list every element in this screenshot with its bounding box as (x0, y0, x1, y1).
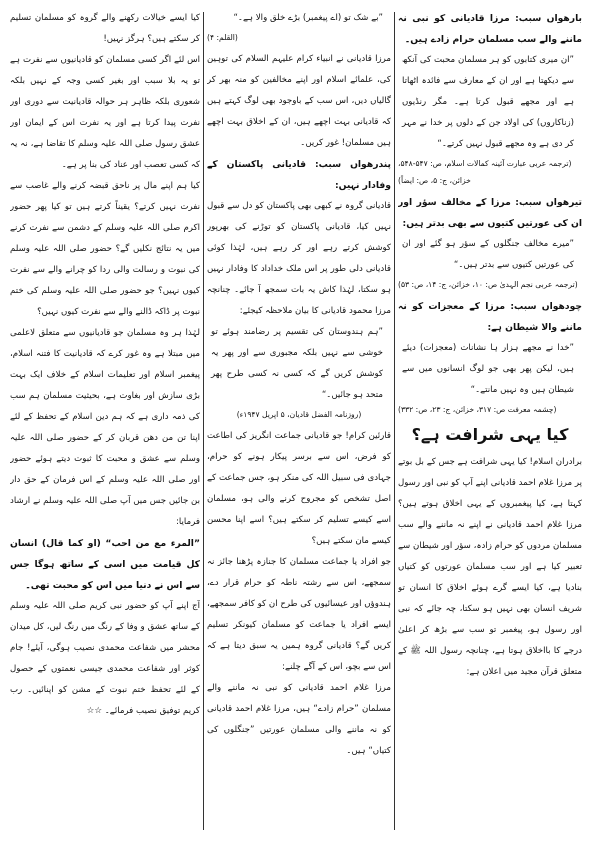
quote: ”ہم ہندوستان کی تقسیم پر رضامند ہوئے تو خوشی سے نہیں بلکہ مجبوری سے اور پھر یہ کوشش کریں گے کہ کسی نہ کسی طرح پھر متحد ہو جائیں۔“ (211, 327, 383, 400)
paragraph: مرزا قادیانی نے انبیاء کرام علیہم السلام کی توہین کی، علمائے اسلام اور اپنے مخالفین کو منہ بھر کر گالیاں دیں، اس سب کے باوجود بھی لوگ کہتے ہیں کہ قادیانی بہت اچھے ہیں، ان کے اخلاق بہت اچھے ہیں مسلمان! غور کریں۔ (207, 54, 391, 148)
paragraph: قادیانی گروہ نے کبھی بھی پاکستان کو دل سے قبول نہیں کیا، قادیانی پاکستان کو توڑنے کی بھرپور کوشش کرتے رہے اور کر رہے ہیں، لہٰذا کوئی قادیانی دلی طور پر اس ملک خداداد کا وفادار نہیں ہو سکتا، لہٰذا کاش یہ بات سمجھ آ جائے۔ چنانچہ مرزا محمود قادیانی کا بیان ملاحظہ کیجئے: (207, 201, 391, 316)
quote: ”میرے مخالف جنگلوں کے سؤر ہو گئے اور ان کی عورتیں کتیوں سے بدتر ہیں۔“ (402, 239, 574, 270)
citation: (ترجمہ عربی عبارت آئینہ کمالات اسلام، ص: ۵۴۷-۵۴۸، خزائن، ج: ۵، ص: ایضاً) (398, 159, 572, 185)
paragraph: آج اپنے آپ کو حضور نبی کریم صلی اللہ علیہ وسلم کے ساتھ عشق و وفا کے رنگ میں رنگ لیں، کل میدان محشر میں شفاعت محمدی نصیب ہوگی، آیئے! جام کوثر اور شفاعت محمدی جیسی نعمتوں کے حصول کے لئے تحفظ ختم نبوت کے مشن کو اپنائیں۔ رب کریم توفیق نصیب فرمائے۔ ☆☆ (10, 601, 200, 716)
section-heading: بارھواں سبب: مرزا قادیانی کو نبی نہ ماننے والے سب مسلمان حرام زادے ہیں۔ (398, 13, 582, 45)
main-heading: کیا یہی شرافت ہے؟ (411, 425, 569, 444)
verse-reference: (القلم: ۴) (207, 33, 238, 42)
paragraph: قارئین کرام! جو قادیانی جماعت انگریز کی اطاعت کو فرض، اس سے برسر پیکار ہونے کو حرام، جہادی فی سبیل اللہ کی منکر ہو، جس جماعت کے اصل تشخص کو مجروح کرنے والی ہو، مسلمان اسے کیسے تسلیم کر سکتے ہیں؟ اسے اپنا محسن کیسے مان سکتے ہیں؟ (207, 431, 391, 546)
paragraph: جو افراد یا جماعت مسلمان کا جنازہ پڑھنا جائز نہ سمجھے، اس سے رشتہ ناطہ کو حرام قرار دے، ہندوؤں اور عیسائیوں کی طرح ان کو کافر سمجھے، ایسے افراد یا جماعت کو مسلمان کیونکر تسلیم کریں گے؟ قادیانی گروہ ہمیں یہ سبق دیتا ہے کہ اس سے بچو، اس کے آگے چلنے: (207, 557, 391, 672)
left-column (10, 8, 200, 834)
middle-column (207, 8, 391, 834)
paragraph: اس لئے اگر کسی مسلمان کو قادیانیوں سے نفرت ہے تو یہ بلا سبب اور بغیر کسی وجہ کے نہیں بلکہ شعوری بلکہ ظاہر ہر حوالہ قادیانیت سے دوری اور نفرت پیدا کرتا ہے اور یہ نفرت اس کے ایمان اور عشق رسول صلی اللہ علیہ وسلم کا تقاضا ہے، نہ یہ کہ کسی تعصب اور عناد کی بنا پر ہے۔ (10, 55, 200, 170)
page (6, 8, 584, 834)
quote: ”خدا نے مجھے ہزار ہا نشانات (معجزات) دیئے ہیں، لیکن پھر بھی جو لوگ انسانوں میں سے شیطان ہیں وہ نہیں مانتے۔“ (402, 343, 574, 395)
hadith-quote: ”المرء مع من احب“ (او کما قال) انسان کل قیامت میں اسی کے ساتھ ہوگا جس سے اس نے دنیا میں اس کو محبت تھی۔ (10, 538, 200, 591)
column-divider (203, 12, 204, 830)
quote: ”ان میری کتابوں کو ہر مسلمان محبت کی آنکھ سے دیکھتا ہے اور ان کے معارف سے فائدہ اٹھاتا ہے اور مجھے قبول کرتا ہے۔ مگر رنڈیوں (زناکاروں) کی اولاد جن کے دلوں پر خدا نے مہر کر دی ہے وہ مجھے قبول نہیں کرتے۔“ (402, 55, 574, 149)
citation: (چشمہ معرفت ص: ۳۱۷، خزائن، ج: ۲۳، ص: ۳۳۲) (398, 405, 557, 414)
verse-quote: ”بے شک تو (اے پیغمبر) بڑے خلق والا ہے۔“ (233, 13, 383, 23)
paragraph: کیا ایسے خیالات رکھنے والے گروہ کو مسلمان تسلیم کر سکتے ہیں؟ ہرگز نہیں! (10, 13, 200, 44)
column-divider (394, 12, 395, 830)
section-heading: چودھواں سبب: مرزا کے معجزات کو نہ ماننے والا شیطان ہے: (398, 301, 582, 333)
paragraph: کیا ہم اپنے مال پر ناحق قبضہ کرنے والے غاصب سے نفرت نہیں کرتے؟ یقیناً کرتے ہیں تو کیا پھر حضور اکرم صلی اللہ علیہ وسلم کے دشمن سے نفرت کرنے میں یہ نتائج نکلیں گے؟ حضور صلی اللہ علیہ وسلم کی نبوت و رسالت والی ردا کو چرانے والے سے نفرت کیوں نہیں؟ جو حضور صلی اللہ علیہ وسلم کی ختم نبوت پر ڈاکہ ڈالنے والے سے نفرت کیوں نہیں؟ (10, 181, 200, 317)
paragraph: برادران اسلام! کیا یہی شرافت ہے جس کے بل بوتے پر مرزا غلام احمد قادیانی اپنے آپ کو نبی اور رسول کہتا ہے، کیا پیغمبروں کے یہی اخلاق ہوتے ہیں؟ مرزا غلام احمد قادیانی نے اپنے نہ ماننے والے سب مسلمان مردوں کو حرام زادہ، سؤر اور شیطان سے تعبیر کیا ہے اور سب مسلمان عورتوں کو کتیاں بنادیا ہے، کیا ایسے گرے ہوئے اخلاق کا انسان تو شریف انسان بھی نہیں ہو سکتا، چہ جائے کہ نبی اور رسول ہو، پیغمبر تو سب سے بڑھ کر اعلیٰ درجے کا بااخلاق ہوتا ہے، چنانچہ رسول اللہ ﷺ کے متعلق قرآن مجید میں اعلان ہے: (398, 457, 582, 677)
citation: (ترجمہ عربی نجم الہدیٰ ص: ۱۰، خزائن، ج: ۱۴، ص: ۵۳) (398, 280, 578, 289)
section-heading: تیرھواں سبب: مرزا کے مخالف سؤر اور ان کی عورتیں کتیوں سے بھی بدتر ہیں: (398, 197, 582, 229)
right-column (398, 8, 582, 834)
paragraph: لہٰذا ہر وہ مسلمان جو قادیانیوں سے متعلق لاعلمی میں مبتلا ہے وہ غور کرے کہ قادیانیت کا فتنہ اسلام، پیغمبر اسلام اور تعلیمات اسلام کے خلاف ایک بہت بڑی سازش اور بغاوت ہے، بحیثیت مسلمان ہم سب کی ذمہ داری ہے کہ ہم دین اسلام کے تحفظ کے لئے اپنا تن من دھن قربان کر کے حضور صلی اللہ علیہ وسلم سے عشق و محبت کا ثبوت دیتے ہوئے حضور اور صلی اللہ علیہ وسلم کے اس فرمان کے حق دار بن جائیں جس میں آپ صلی اللہ علیہ وسلم نے ارشاد فرمایا: (10, 328, 200, 527)
paragraph: مرزا غلام احمد قادیانی کو نبی نہ ماننے والے مسلمان ”حرام زادے“ ہیں، مرزا غلام احمد قادیانی کو نہ ماننے والی مسلمان عورتیں ”جنگلوں کی کتیاں“ ہیں۔ (207, 683, 391, 756)
section-heading: پندرھواں سبب: قادیانی پاکستان کے وفادار نہیں: (207, 159, 391, 191)
citation: (روزنامہ الفضل قادیان، ۵ اپریل ۱۹۴۷ء) (236, 410, 362, 419)
